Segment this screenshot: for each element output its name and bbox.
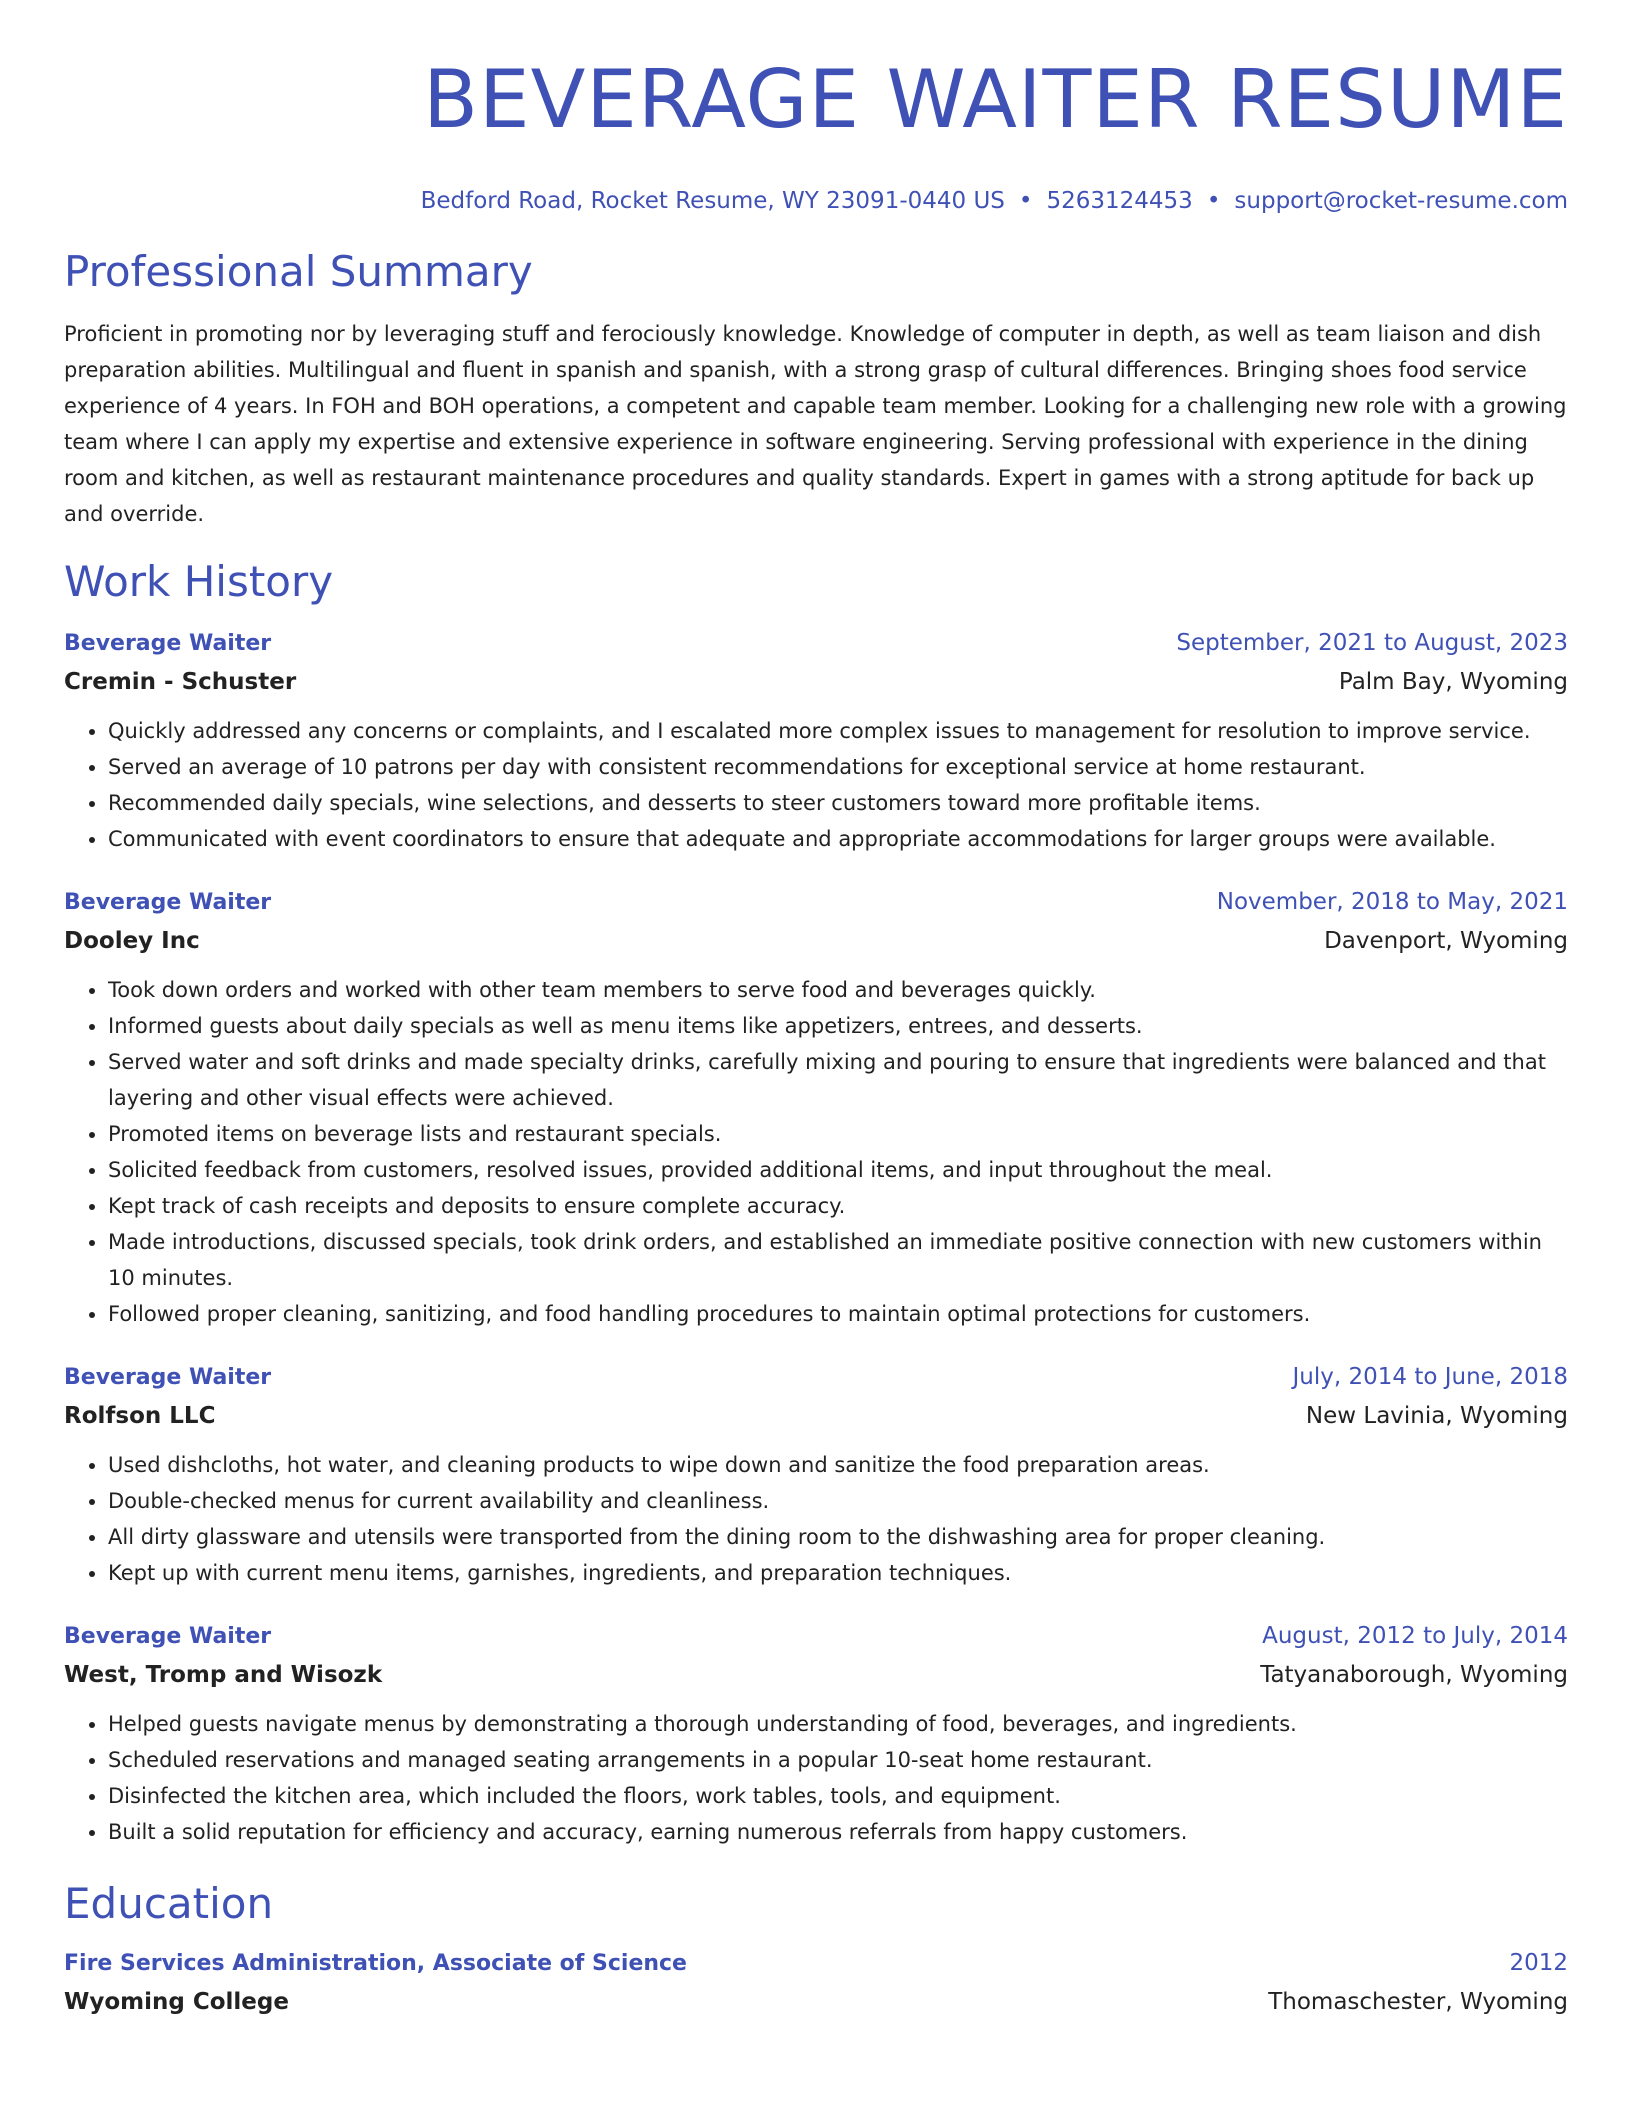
- job-role: Beverage Waiter: [64, 1365, 272, 1390]
- job-bullet: • Quickly addressed any concerns or complaints, and I escalated more complex issues to management for resolution to improve service.: [108, 713, 1568, 749]
- contact-separator: •: [1018, 188, 1033, 214]
- job-location: Tatyanaborough, Wyoming: [1260, 1662, 1568, 1688]
- job-bullet: • All dirty glassware and utensils were transported from the dining room to the dishwashing area for proper cleaning.: [108, 1519, 1568, 1555]
- job-bullet: • Disinfected the kitchen area, which included the floors, work tables, tools, and equipment.: [108, 1778, 1568, 1814]
- job-dates: November, 2018 to May, 2021: [1216, 889, 1568, 915]
- job-role: Beverage Waiter: [64, 631, 272, 656]
- contact-email: support@rocket-resume.com: [1234, 188, 1568, 214]
- job-bullet: • Served water and soft drinks and made specialty drinks, carefully mixing and pouring to ensure that ingredients were balanced and that layering and other visual effects were achieved.: [108, 1044, 1568, 1116]
- job-bullet: • Used dishcloths, hot water, and cleaning products to wipe down and sanitize the food preparation areas.: [108, 1447, 1568, 1483]
- job-bullet: • Solicited feedback from customers, resolved issues, provided additional items, and input throughout the meal.: [108, 1152, 1568, 1188]
- contact-line: [64, 186, 1568, 216]
- job-bullet: • Kept track of cash receipts and deposits to ensure complete accuracy.: [108, 1188, 1568, 1224]
- work-history-list: [64, 624, 1568, 1850]
- job-company: Dooley Inc: [64, 928, 200, 954]
- job-dates: August, 2012 to July, 2014: [1262, 1623, 1568, 1649]
- job-bullet: • Kept up with current menu items, garnishes, ingredients, and preparation techniques.: [108, 1555, 1568, 1591]
- job-bullet: • Took down orders and worked with other team members to serve food and beverages quickly.: [108, 972, 1568, 1008]
- job-bullet: • Double-checked menus for current availability and cleanliness.: [108, 1483, 1568, 1519]
- job-company: West, Tromp and Wisozk: [64, 1662, 383, 1688]
- job-bullet: • Communicated with event coordinators to ensure that adequate and appropriate accommodations for larger groups were available.: [108, 821, 1568, 857]
- job-bullet: • Served an average of 10 patrons per day with consistent recommendations for exceptional service at home restaurant.: [108, 749, 1568, 785]
- contact-separator: •: [1206, 188, 1221, 214]
- job-bullet-list: [64, 1706, 1568, 1850]
- work-history-heading: Work History: [64, 557, 334, 606]
- job-entry: [64, 1617, 1568, 1850]
- summary-heading: Professional Summary: [64, 247, 533, 296]
- resume-title: BEVERAGE WAITER RESUME: [423, 53, 1568, 146]
- job-bullet: • Scheduled reservations and managed seating arrangements in a popular 10-seat home restaurant.: [108, 1742, 1568, 1778]
- job-location: New Lavinia, Wyoming: [1305, 1403, 1568, 1429]
- job-bullet: • Built a solid reputation for efficiency and accuracy, earning numerous referrals from happy customers.: [108, 1814, 1568, 1850]
- job-entry: [64, 1358, 1568, 1591]
- summary-text: Proficient in promoting nor by leveraging stuff and ferociously knowledge. Knowledge of computer in depth, as well as team liaison and dish preparation abilities. Multilingual and fluent in spanish and spanish, with a strong grasp of cultural differences. Bringing shoes food service experience of 4 years. In FOH and BOH operations, a competent and capable team member. Looking for a challenging new role with a growing team where I can apply my expertise and extensive experience in software engineering. Serving professional with experience in the dining room and kitchen, as well as restaurant maintenance procedures and quality standards. Expert in games with a strong aptitude for back up and override.: [64, 322, 1567, 526]
- job-bullet-list: [64, 713, 1568, 857]
- resume-header: [64, 0, 1568, 216]
- contact-phone: 5263124453: [1046, 188, 1193, 214]
- job-role: Beverage Waiter: [64, 1624, 272, 1649]
- education-school: Wyoming College: [64, 1989, 289, 2015]
- job-company: Cremin - Schuster: [64, 669, 297, 695]
- job-dates: July, 2014 to June, 2018: [1292, 1364, 1568, 1390]
- education-year: 2012: [1509, 1950, 1568, 1976]
- job-bullet-list: [64, 1447, 1568, 1591]
- job-bullet: • Followed proper cleaning, sanitizing, and food handling procedures to maintain optimal protections for customers.: [108, 1296, 1568, 1332]
- job-bullet: • Informed guests about daily specials as well as menu items like appetizers, entrees, and desserts.: [108, 1008, 1568, 1044]
- job-bullet-list: [64, 972, 1568, 1332]
- education-degree: Fire Services Administration, Associate of Science: [64, 1951, 687, 1976]
- job-bullet: • Helped guests navigate menus by demonstrating a thorough understanding of food, beverages, and ingredients.: [108, 1706, 1568, 1742]
- job-entry: [64, 624, 1568, 857]
- job-dates: September, 2021 to August, 2023: [1176, 630, 1568, 656]
- education-location: Thomaschester, Wyoming: [1268, 1989, 1568, 2015]
- job-bullet: • Made introductions, discussed specials, took drink orders, and established an immediate positive connection with new customers within 10 minutes.: [108, 1224, 1568, 1296]
- job-bullet: • Promoted items on beverage lists and restaurant specials.: [108, 1116, 1568, 1152]
- education-entry: [64, 1944, 1568, 2021]
- job-entry: [64, 883, 1568, 1332]
- job-role: Beverage Waiter: [64, 890, 272, 915]
- contact-address: Bedford Road, Rocket Resume, WY 23091-0440 US: [420, 188, 1005, 214]
- job-location: Davenport, Wyoming: [1324, 928, 1568, 954]
- job-location: Palm Bay, Wyoming: [1338, 669, 1568, 695]
- education-heading: Education: [64, 1879, 274, 1928]
- job-bullet: • Recommended daily specials, wine selections, and desserts to steer customers toward more profitable items.: [108, 785, 1568, 821]
- job-company: Rolfson LLC: [64, 1403, 216, 1429]
